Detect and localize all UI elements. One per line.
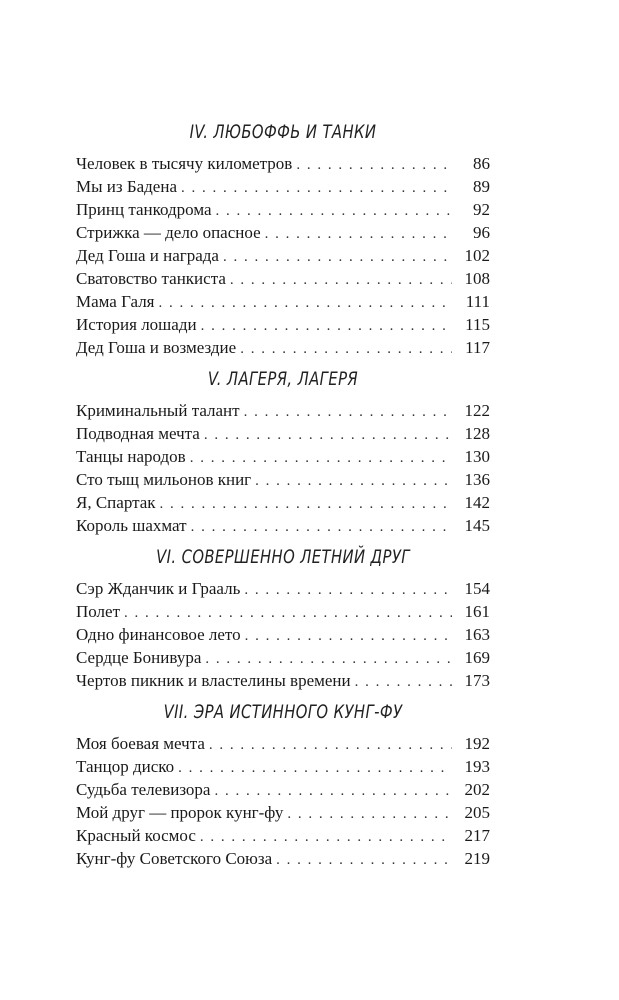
page-number: 117 [465, 338, 490, 357]
entry-title: Одно финансовое лето [76, 625, 241, 644]
entry-title: Мой друг — пророк кунг-фу [76, 803, 284, 822]
page-number: 145 [464, 516, 490, 535]
entry-title: Танцы народов [76, 447, 186, 466]
dot-leader [296, 154, 452, 175]
toc-entry[interactable] [76, 290, 490, 313]
toc-entry[interactable] [76, 824, 490, 847]
entry-title: Стрижка — дело опасное [76, 223, 261, 242]
dot-leader [245, 625, 452, 646]
page-number: 154 [464, 579, 490, 598]
page-number: 193 [464, 757, 490, 776]
dot-leader [191, 516, 452, 537]
toc-entry[interactable] [76, 669, 490, 692]
entry-title: Полет [76, 602, 121, 621]
toc-entry[interactable] [76, 336, 490, 359]
page-number: 192 [464, 734, 490, 753]
dot-leader [181, 177, 452, 198]
table-of-contents [76, 112, 490, 870]
dot-leader [214, 780, 452, 801]
page-number: 142 [464, 493, 490, 512]
section-title: V. ЛАГЕРЯ, ЛАГЕРЯ [207, 368, 359, 390]
toc-entry[interactable] [76, 313, 490, 336]
page-number: 130 [464, 447, 490, 466]
page-number: 128 [464, 424, 490, 443]
toc-entry[interactable] [76, 778, 490, 801]
entry-title: История лошади [76, 315, 197, 334]
dot-leader [223, 246, 452, 267]
page-number: 173 [464, 671, 490, 690]
page-number: 202 [464, 780, 490, 799]
toc-entry[interactable] [76, 646, 490, 669]
toc-entry[interactable] [76, 577, 490, 600]
toc-entry[interactable] [76, 445, 490, 468]
page-number: 89 [473, 177, 490, 196]
toc-entry[interactable] [76, 198, 490, 221]
toc-entry[interactable] [76, 623, 490, 646]
entry-title: Человек в тысячу километров [76, 154, 293, 173]
section-title: IV. ЛЮБОФФЬ И ТАНКИ [189, 121, 377, 143]
entry-list [76, 577, 490, 692]
entry-title: Судьба телевизора [76, 780, 211, 799]
dot-leader [200, 826, 452, 847]
toc-entry[interactable] [76, 152, 490, 175]
page-number: 161 [464, 602, 490, 621]
dot-leader [355, 671, 452, 692]
dot-leader [244, 401, 452, 422]
toc-entry[interactable] [76, 732, 490, 755]
page-number: 115 [465, 315, 490, 334]
toc-entry[interactable] [76, 399, 490, 422]
dot-leader [230, 269, 452, 290]
toc-entry[interactable] [76, 801, 490, 824]
toc-section-vii [76, 692, 490, 870]
entry-title: Мама Галя [76, 292, 155, 311]
entry-title: Мы из Бадена [76, 177, 177, 196]
entry-title: Дед Гоша и награда [76, 246, 219, 265]
entry-title: Подводная мечта [76, 424, 200, 443]
section-title: VII. ЭРА ИСТИННОГО КУНГ-ФУ [163, 701, 403, 723]
toc-section-v [76, 359, 490, 537]
page-number: 205 [464, 803, 490, 822]
toc-entry[interactable] [76, 491, 490, 514]
toc-entry[interactable] [76, 847, 490, 870]
entry-title: Сто тыщ мильонов книг [76, 470, 252, 489]
entry-title: Кунг-фу Советского Союза [76, 849, 273, 868]
page-number: 219 [464, 849, 490, 868]
entry-title: Криминальный талант [76, 401, 240, 420]
entry-title: Я, Спартак [76, 493, 156, 512]
dot-leader [244, 579, 452, 600]
page-number: 169 [464, 648, 490, 667]
page-number: 111 [465, 292, 490, 311]
dot-leader [287, 803, 452, 824]
entry-title: Моя боевая мечта [76, 734, 205, 753]
entry-title: Дед Гоша и возмездие [76, 338, 237, 357]
page-number: 102 [464, 246, 490, 265]
dot-leader [276, 849, 452, 870]
dot-leader [240, 338, 452, 359]
toc-entry[interactable] [76, 600, 490, 623]
page-number: 92 [473, 200, 490, 219]
entry-title: Сэр Жданчик и Грааль [76, 579, 241, 598]
dot-leader [159, 292, 452, 313]
toc-section-vi [76, 537, 490, 692]
toc-entry[interactable] [76, 175, 490, 198]
page-number: 108 [464, 269, 490, 288]
toc-entry[interactable] [76, 514, 490, 537]
page-number: 122 [464, 401, 490, 420]
page-number: 217 [464, 826, 490, 845]
page-number: 96 [473, 223, 490, 242]
entry-title: Чертов пикник и властелины времени [76, 671, 351, 690]
entry-title: Сердце Бонивура [76, 648, 202, 667]
page-number: 86 [473, 154, 490, 173]
entry-title: Сватовство танкиста [76, 269, 226, 288]
entry-list [76, 152, 490, 359]
toc-entry[interactable] [76, 755, 490, 778]
dot-leader [204, 424, 452, 445]
toc-entry[interactable] [76, 267, 490, 290]
dot-leader [216, 200, 452, 221]
dot-leader [209, 734, 452, 755]
dot-leader [160, 493, 452, 514]
dot-leader [178, 757, 452, 778]
toc-entry[interactable] [76, 221, 490, 244]
entry-title: Танцор диско [76, 757, 175, 776]
dot-leader [205, 648, 452, 669]
toc-entry[interactable] [76, 422, 490, 445]
dot-leader [190, 447, 452, 468]
page-number: 136 [464, 470, 490, 489]
toc-section-iv [76, 112, 490, 359]
entry-list [76, 399, 490, 537]
toc-entry[interactable] [76, 468, 490, 491]
dot-leader [124, 602, 452, 623]
entry-title: Принц танкодрома [76, 200, 212, 219]
section-title: VI. СОВЕРШЕННО ЛЕТНИЙ ДРУГ [156, 546, 410, 568]
toc-entry[interactable] [76, 244, 490, 267]
entry-title: Король шахмат [76, 516, 187, 535]
dot-leader [201, 315, 452, 336]
dot-leader [255, 470, 452, 491]
page-number: 163 [464, 625, 490, 644]
entry-list [76, 732, 490, 870]
dot-leader [265, 223, 452, 244]
entry-title: Красный космос [76, 826, 196, 845]
